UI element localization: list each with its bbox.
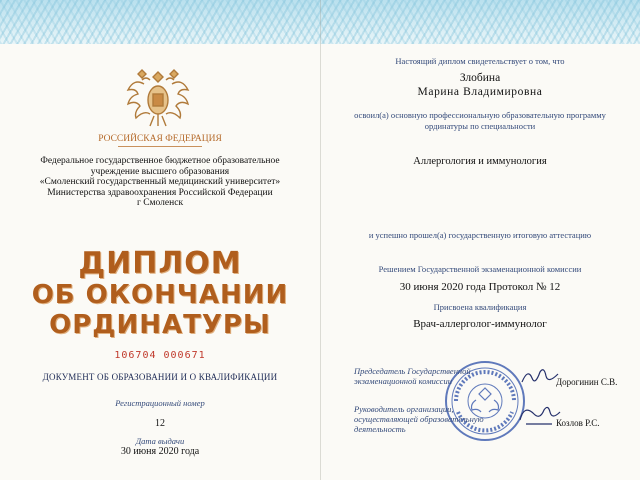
organization-line: Федеральное государственное бюджетное образовательное (40, 156, 280, 166)
diploma-title-line: ОРДИНАТУРЫ (49, 310, 271, 340)
graduate-surname: Злобина (459, 72, 501, 84)
registration-number-label: Регистрационный номер (115, 398, 205, 408)
head-label-line: Руководитель организации, (354, 404, 454, 414)
diploma-title-line: ДИПЛОМ (78, 246, 242, 281)
organization-line: Министерства здравоохранения Российской Федерации (47, 187, 273, 198)
program-statement: ординатуры по специальности (424, 121, 536, 131)
qualification: Врач-аллерголог-иммунолог (413, 318, 547, 330)
chair-name: Дорогинин С.В. (556, 377, 618, 387)
head-label-line: осуществляющей образовательную (354, 414, 484, 424)
diploma-title-line: ОБ ОКОНЧАНИИ (31, 280, 289, 310)
chair-signature-icon (520, 366, 560, 388)
document-type: ДОКУМЕНТ ОБ ОБРАЗОВАНИИ И О КВАЛИФИКАЦИИ (42, 372, 278, 382)
serial-number: 106704 000671 (114, 350, 206, 361)
issue-date: 30 июня 2020 года (120, 446, 200, 457)
chair-label-line: экзаменационной комиссии (354, 376, 452, 386)
organization-line: г Смоленск (136, 198, 184, 208)
head-name: Козлов Р.С. (556, 418, 600, 428)
country-underline (118, 146, 202, 147)
specialty: Аллергология и иммунология (413, 156, 547, 167)
commission-decision: Решением Государственной экзаменационной комиссии (378, 264, 582, 274)
intro-text: Настоящий диплом свидетельствует о том, что (395, 56, 565, 66)
organization-line: «Смоленский государственный медицинский университет» (39, 177, 281, 187)
head-label (354, 404, 484, 434)
registration-number: 12 (155, 418, 165, 429)
attestation-statement: и успешно прошел(а) государственную итоговую аттестацию (368, 230, 592, 240)
double-headed-eagle-icon (122, 62, 194, 130)
protocol-line: 30 июня 2020 года Протокол № 12 (399, 281, 561, 293)
program-statement: освоил(а) основную профессиональную образовательную программу (354, 110, 606, 120)
right-page (320, 0, 640, 480)
country-name: РОССИЙСКАЯ ФЕДЕРАЦИЯ (98, 134, 222, 144)
graduate-given-names: Марина Владимировна (417, 86, 543, 98)
qualification-label: Присвоена квалификация (433, 302, 527, 312)
chair-label (354, 366, 471, 386)
organization-line: учреждение высшего образования (90, 166, 230, 177)
organization-block (26, 156, 294, 209)
chair-label-line: Председатель Государственной (354, 366, 471, 376)
issue-date-label: Дата выдачи (135, 436, 185, 446)
head-label-line: деятельность (354, 424, 406, 434)
